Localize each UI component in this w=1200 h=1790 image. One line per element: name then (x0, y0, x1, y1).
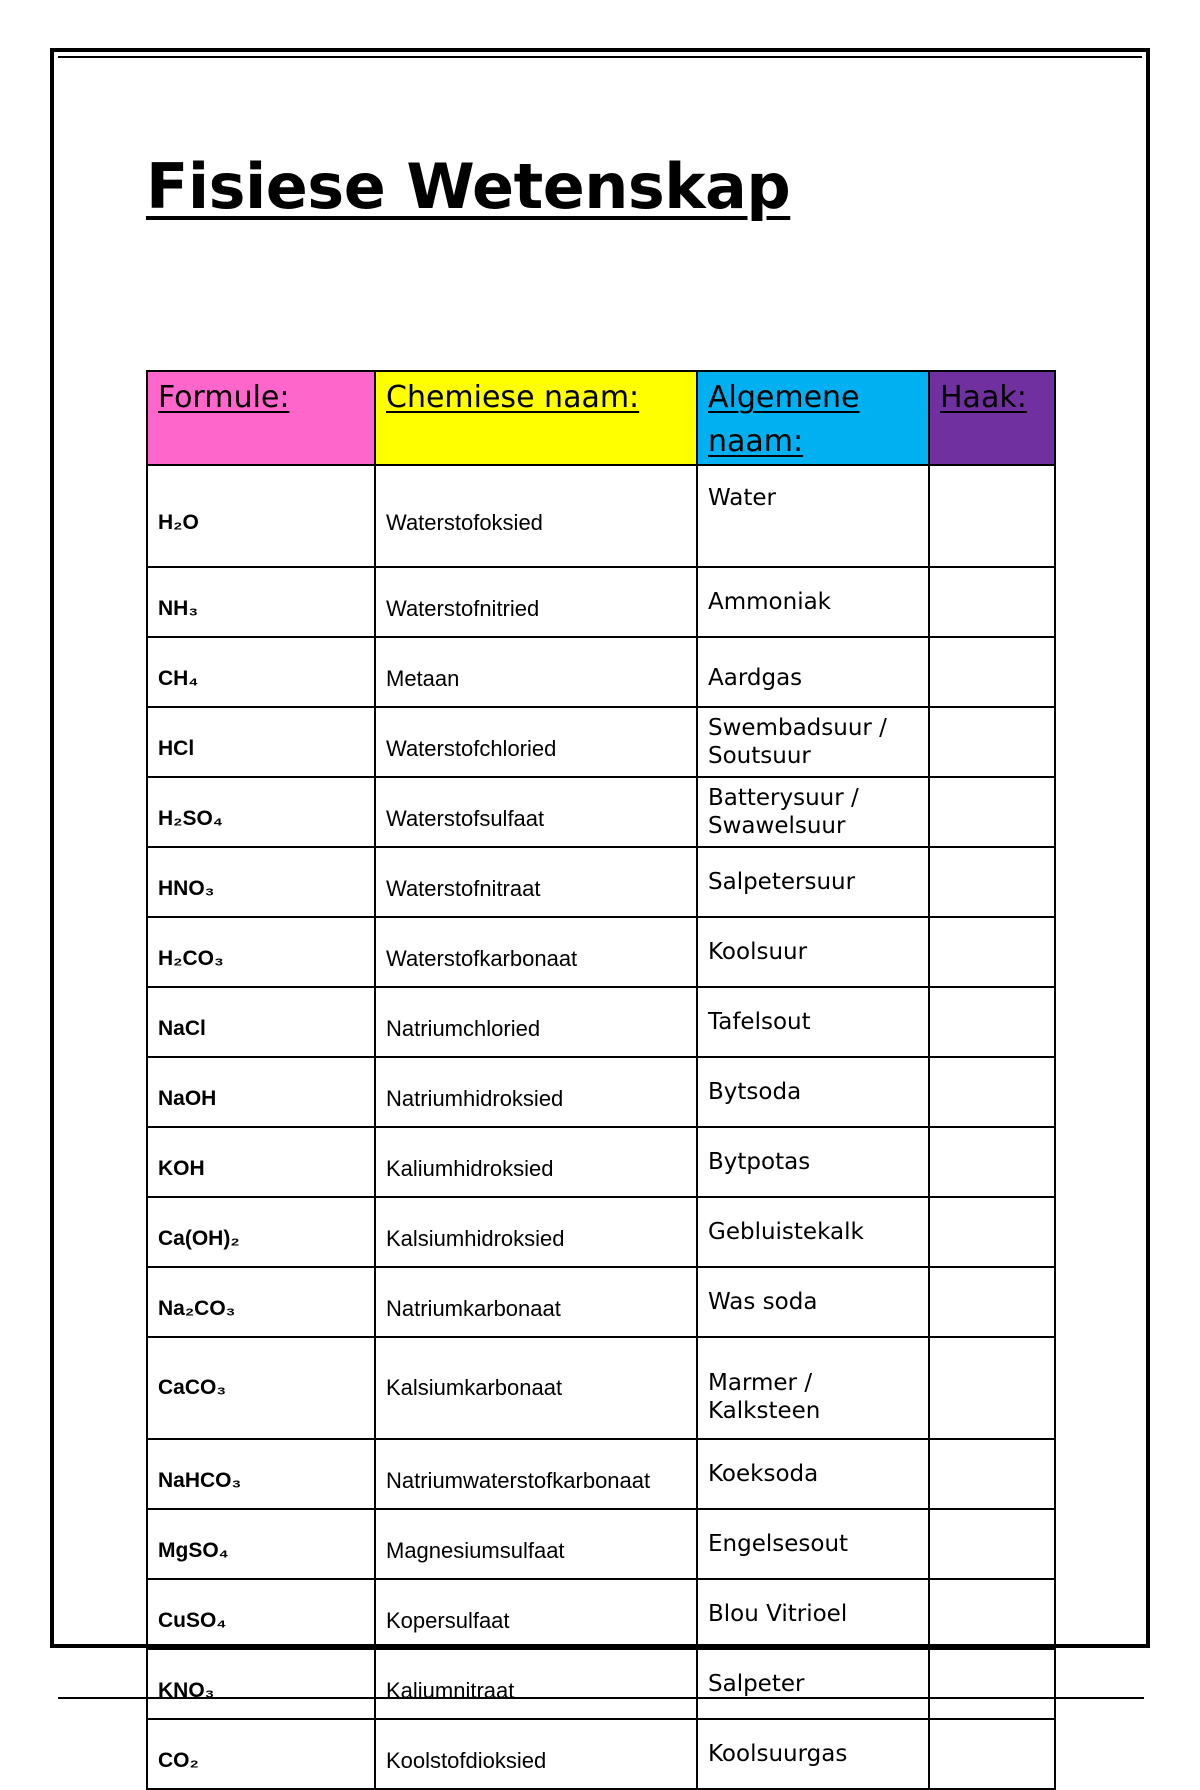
table-row (147, 1439, 1055, 1509)
formula-cell: H₂CO₃ (147, 917, 375, 987)
table-row (147, 1579, 1055, 1649)
table-row (147, 1057, 1055, 1127)
table-row (147, 847, 1055, 917)
common-name-cell: Ammoniak (697, 567, 929, 637)
header-formula: Formule: (147, 371, 375, 465)
formula-cell: NH₃ (147, 567, 375, 637)
tick-cell[interactable] (929, 1267, 1055, 1337)
table-row (147, 987, 1055, 1057)
chemical-name-cell: Natriumhidroksied (375, 1057, 697, 1127)
chemical-name-cell: Kaliumnitraat (375, 1649, 697, 1719)
tick-cell[interactable] (929, 1649, 1055, 1719)
tick-cell[interactable] (929, 1197, 1055, 1267)
tick-cell[interactable] (929, 1127, 1055, 1197)
chemical-name-cell: Waterstofsulfaat (375, 777, 697, 847)
table-row (147, 1649, 1055, 1719)
chemical-name-cell: Kaliumhidroksied (375, 1127, 697, 1197)
chemical-name-cell: Koolstofdioksied (375, 1719, 697, 1789)
formula-cell: CO₂ (147, 1719, 375, 1789)
common-name-cell: Salpetersuur (697, 847, 929, 917)
common-name-cell: Swembadsuur / Soutsuur (697, 707, 929, 777)
formula-cell: NaHCO₃ (147, 1439, 375, 1509)
table-row (147, 637, 1055, 707)
formula-table (146, 370, 1056, 1790)
chemical-name-cell: Natriumkarbonaat (375, 1267, 697, 1337)
chemical-name-cell: Natriumchloried (375, 987, 697, 1057)
chemical-name-cell: Magnesiumsulfaat (375, 1509, 697, 1579)
table-row (147, 707, 1055, 777)
formula-cell: Na₂CO₃ (147, 1267, 375, 1337)
page-title: Fisiese Wetenskap (146, 150, 791, 223)
common-name-cell: Batterysuur / Swawelsuur (697, 777, 929, 847)
header-tick: Haak: (929, 371, 1055, 465)
table-row (147, 1127, 1055, 1197)
tick-cell[interactable] (929, 637, 1055, 707)
common-name-cell: Engelsesout (697, 1509, 929, 1579)
table-row (147, 465, 1055, 567)
table-row (147, 1509, 1055, 1579)
formula-cell: KNO₃ (147, 1649, 375, 1719)
formula-cell: Ca(OH)₂ (147, 1197, 375, 1267)
tick-cell[interactable] (929, 1337, 1055, 1439)
formula-cell: HNO₃ (147, 847, 375, 917)
chemical-name-cell: Kalsiumhidroksied (375, 1197, 697, 1267)
tick-cell[interactable] (929, 777, 1055, 847)
common-name-cell: Bytpotas (697, 1127, 929, 1197)
common-name-cell: Aardgas (697, 637, 929, 707)
tick-cell[interactable] (929, 1439, 1055, 1509)
tick-cell[interactable] (929, 465, 1055, 567)
table-row (147, 1719, 1055, 1789)
common-name-cell: Was soda (697, 1267, 929, 1337)
formula-cell: HCl (147, 707, 375, 777)
formula-cell: MgSO₄ (147, 1509, 375, 1579)
tick-cell[interactable] (929, 1057, 1055, 1127)
table-header-row (147, 371, 1055, 465)
table-row (147, 1267, 1055, 1337)
tick-cell[interactable] (929, 1579, 1055, 1649)
header-common-name: Algemene naam: (697, 371, 929, 465)
table-row (147, 1337, 1055, 1439)
formula-cell: H₂O (147, 465, 375, 567)
table-row (147, 1197, 1055, 1267)
chemical-name-cell: Waterstofnitraat (375, 847, 697, 917)
tick-cell[interactable] (929, 567, 1055, 637)
formula-cell: KOH (147, 1127, 375, 1197)
formula-cell: CuSO₄ (147, 1579, 375, 1649)
common-name-cell: Marmer / Kalksteen (697, 1337, 929, 1439)
table-row (147, 777, 1055, 847)
formula-cell: NaOH (147, 1057, 375, 1127)
chemical-name-cell: Waterstofoksied (375, 465, 697, 567)
tick-cell[interactable] (929, 917, 1055, 987)
chemical-name-cell: Natriumwaterstofkarbonaat (375, 1439, 697, 1509)
chemical-name-cell: Waterstofchloried (375, 707, 697, 777)
common-name-cell: Bytsoda (697, 1057, 929, 1127)
formula-cell: H₂SO₄ (147, 777, 375, 847)
formula-cell: CH₄ (147, 637, 375, 707)
common-name-cell: Salpeter (697, 1649, 929, 1719)
chemical-name-cell: Kalsiumkarbonaat (375, 1337, 697, 1439)
header-chemical-name: Chemiese naam: (375, 371, 697, 465)
tick-cell[interactable] (929, 987, 1055, 1057)
common-name-cell: Koolsuur (697, 917, 929, 987)
tick-cell[interactable] (929, 707, 1055, 777)
tick-cell[interactable] (929, 1509, 1055, 1579)
chemical-name-cell: Waterstofkarbonaat (375, 917, 697, 987)
table-row (147, 567, 1055, 637)
formula-cell: CaCO₃ (147, 1337, 375, 1439)
common-name-cell: Blou Vitrioel (697, 1579, 929, 1649)
common-name-cell: Tafelsout (697, 987, 929, 1057)
chemical-name-cell: Metaan (375, 637, 697, 707)
common-name-cell: Koeksoda (697, 1439, 929, 1509)
common-name-cell: Water (697, 465, 929, 567)
common-name-cell: Gebluistekalk (697, 1197, 929, 1267)
formula-cell: NaCl (147, 987, 375, 1057)
common-name-cell: Koolsuurgas (697, 1719, 929, 1789)
tick-cell[interactable] (929, 1719, 1055, 1789)
tick-cell[interactable] (929, 847, 1055, 917)
chemical-name-cell: Kopersulfaat (375, 1579, 697, 1649)
table-row (147, 917, 1055, 987)
chemical-name-cell: Waterstofnitried (375, 567, 697, 637)
